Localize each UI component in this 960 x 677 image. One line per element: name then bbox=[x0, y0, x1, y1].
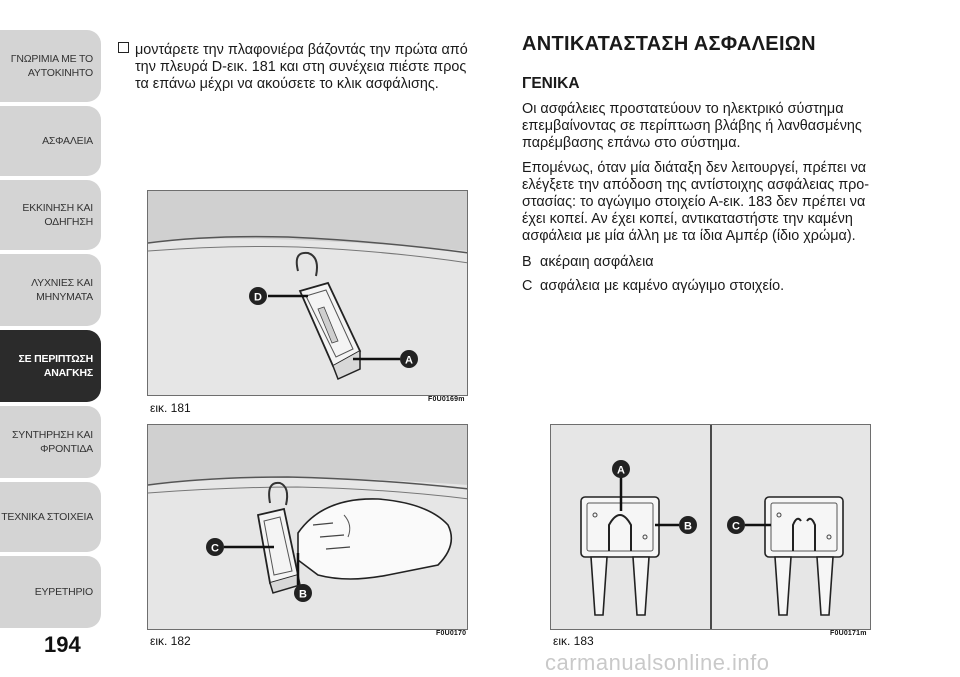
label-b: B bbox=[684, 520, 692, 533]
tab-label: ΦΡΟΝΤΙΔΑ bbox=[40, 443, 93, 455]
tab-label: ΣΕ ΠΕΡΙΠΤΩΣΗ bbox=[18, 353, 93, 365]
instruction-line: την πλευρά D-εικ. 181 και στη συνέχεια πιέστε προς bbox=[135, 59, 467, 75]
code-fig181: F0U0169m bbox=[428, 396, 465, 403]
paragraph-line: ελέγξετε την απόδοση της αντίστοιχης ασφάλειας προ- bbox=[522, 177, 870, 193]
tab-label: ΜΗΝΥΜΑΤΑ bbox=[36, 291, 93, 303]
label-c: C bbox=[732, 520, 740, 533]
tab-label: ΕΚΚΙΝΗΣΗ ΚΑΙ bbox=[22, 202, 93, 214]
page-number: 194 bbox=[44, 632, 81, 657]
tab-label: ΕΥΡΕΤΗΡΙΟ bbox=[34, 586, 93, 598]
label-a: A bbox=[405, 354, 413, 367]
paragraph-2 bbox=[522, 160, 908, 245]
label-a: A bbox=[617, 464, 625, 477]
instruction-line bbox=[118, 42, 498, 59]
caption-fig183: εικ. 183 bbox=[553, 634, 594, 648]
figure-181 bbox=[147, 190, 468, 396]
tab-texnika[interactable] bbox=[0, 482, 101, 552]
instruction-line: τα επάνω μέχρι να ακούσετε το κλικ ασφάλισης. bbox=[135, 76, 439, 92]
paragraph-line: Οι ασφάλειες προστατεύουν το ηλεκτρικό σύστημα bbox=[522, 101, 844, 117]
tab-label: ΣΥΝΤΗΡΗΣΗ ΚΑΙ bbox=[12, 429, 93, 441]
item-text: ασφάλεια με καμένο αγώγιμο στοιχείο. bbox=[540, 278, 785, 294]
tab-syntirisi[interactable] bbox=[0, 406, 101, 478]
caption-fig181: εικ. 181 bbox=[150, 401, 191, 415]
tab-label: ΑΝΑΓΚΗΣ bbox=[43, 367, 93, 379]
tab-label: ΛΥΧΝΙΕΣ ΚΑΙ bbox=[31, 277, 93, 289]
tab-label: ΟΔΗΓΗΣΗ bbox=[44, 216, 93, 228]
tab-label: ΓΝΩΡΙΜΙΑ ΜΕ ΤΟ bbox=[10, 53, 93, 65]
label-c: C bbox=[211, 542, 219, 555]
fig182-illustration bbox=[148, 425, 468, 630]
label-b: B bbox=[299, 588, 307, 601]
paragraph-line: έχει κοπεί. Αν έχει κοπεί, αντικαταστήστε την καμένη bbox=[522, 211, 853, 227]
fig181-illustration bbox=[148, 191, 468, 396]
caption-fig182: εικ. 182 bbox=[150, 634, 191, 648]
figure-183 bbox=[550, 424, 871, 630]
paragraph-1 bbox=[522, 101, 908, 152]
section-subtitle: ΓΕΝΙΚΑ bbox=[522, 75, 580, 92]
tab-asfaleia[interactable] bbox=[0, 106, 101, 176]
paragraph-line: στασίας: το αγώγιμο στοιχείο Α-εικ. 183 δεν πρέπει να bbox=[522, 194, 866, 210]
tab-gnorimia[interactable] bbox=[0, 30, 101, 102]
paragraph-line: ασφάλεια με μία άλλη με τα ίδια Αμπέρ (ίδιο χρώμα). bbox=[522, 228, 856, 244]
paragraph-line: Επομένως, όταν μία διάταξη δεν λειτουργεί, πρέπει να bbox=[522, 160, 867, 176]
section-title: ΑΝΤΙΚΑΤΑΣΤΑΣΗ ΑΣΦΑΛΕΙΩΝ bbox=[522, 33, 816, 55]
tab-label: ΑΣΦΑΛΕΙΑ bbox=[42, 135, 93, 147]
item-text: ακέραιη ασφάλεια bbox=[540, 254, 654, 270]
figure-182 bbox=[147, 424, 468, 630]
paragraph-line: παρέμβασης επάνω στο σύστημα. bbox=[522, 135, 741, 151]
paragraph-line: επεμβαίνοντας σε περίπτωση βλάβης ή λανθασμένης bbox=[522, 118, 862, 134]
tab-evretirio[interactable] bbox=[0, 556, 101, 628]
code-fig183: F0U0171m bbox=[830, 630, 867, 637]
tab-anagki[interactable] bbox=[0, 330, 101, 402]
checkbox-bullet-icon bbox=[118, 42, 129, 53]
instruction-paragraph bbox=[118, 42, 498, 93]
watermark: carmanualsonline.info bbox=[545, 650, 770, 675]
code-fig182: F0U0170 bbox=[436, 630, 467, 637]
tab-label: ΑΥΤΟΚΙΝΗΤΟ bbox=[27, 67, 93, 79]
item-b bbox=[522, 254, 654, 271]
tab-label: ΤΕΧΝΙΚΑ ΣΤΟΙΧΕΙΑ bbox=[1, 511, 93, 523]
tab-lyxnies[interactable] bbox=[0, 254, 101, 326]
item-key: B bbox=[522, 254, 532, 270]
fig183-illustration bbox=[551, 425, 871, 630]
instruction-text: μοντάρετε την πλαφονιέρα βάζοντάς την πρώτα από bbox=[135, 42, 468, 58]
item-c bbox=[522, 278, 784, 295]
label-d: D bbox=[254, 291, 262, 304]
tab-ekkinisi[interactable] bbox=[0, 180, 101, 250]
item-key: C bbox=[522, 278, 533, 294]
